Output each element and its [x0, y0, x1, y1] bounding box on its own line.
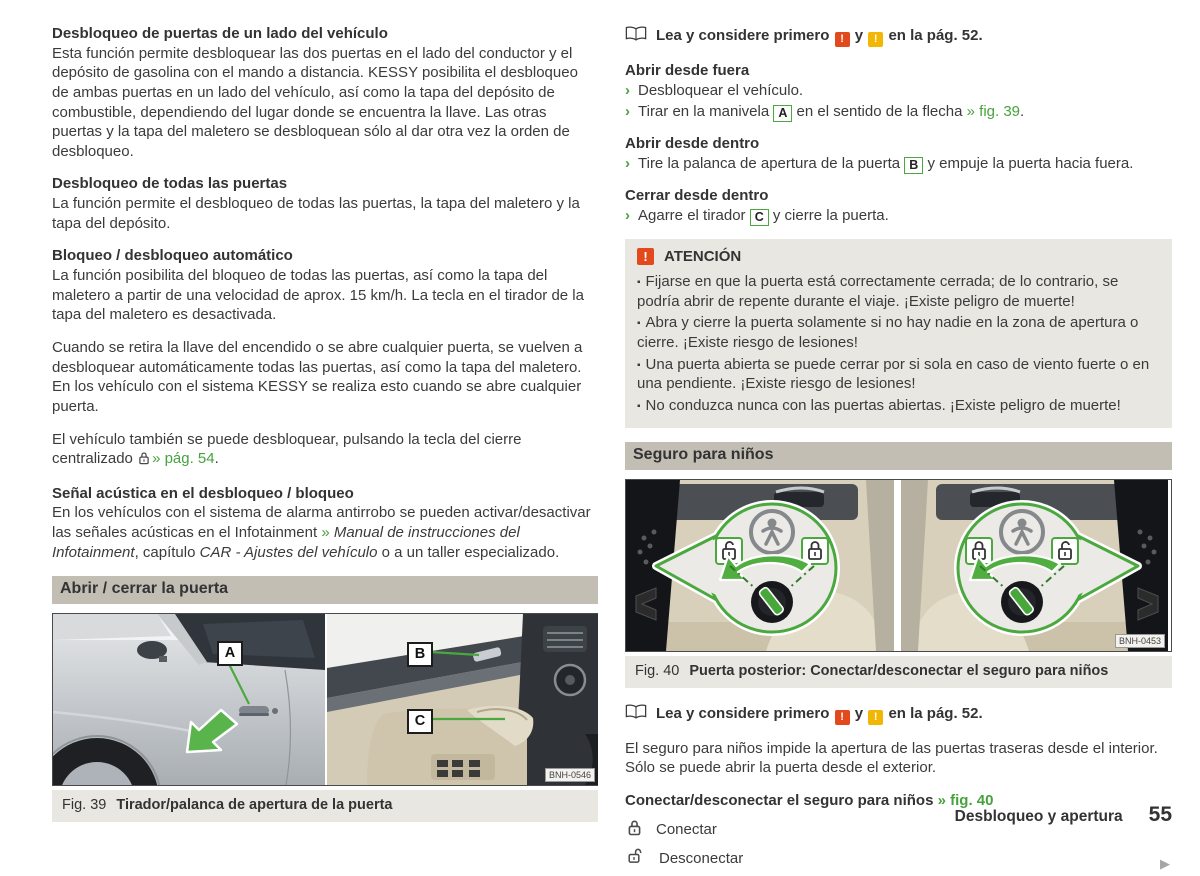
section-bar-child-lock: Seguro para niños	[625, 442, 1172, 470]
heading-open-outside: Abrir desde fuera	[625, 62, 750, 79]
heading-auto-lock: Bloqueo / desbloqueo automático	[52, 247, 293, 265]
car-exterior-illustration	[53, 614, 325, 785]
para-auto-lock-3	[52, 430, 598, 471]
chevron-bullet-icon: ›	[625, 206, 630, 224]
fig40-caption	[625, 656, 1172, 688]
acoustic-end: o a un taller especializado.	[377, 543, 560, 561]
rear-door-right-illustration	[901, 480, 1168, 651]
lock-open-icon	[627, 847, 645, 870]
footer-section-title: Desbloqueo y apertura	[954, 808, 1123, 825]
chevron-bullet-icon: ›	[625, 81, 630, 99]
ref-box-C: C	[750, 209, 769, 226]
fig39-interior-photo	[327, 614, 598, 785]
heading-connect-disconnect: Conectar/desconectar el seguro para niños » fig. 40	[625, 791, 994, 809]
fig39-label-C: C	[407, 709, 433, 734]
read-first-note-2	[625, 704, 1172, 725]
fig40-caption-text: Puerta posterior: Conectar/desconectar el seguro para niños	[689, 662, 1109, 679]
lock-open-box	[1052, 538, 1078, 564]
heading-unlock-one-side: Desbloqueo de puertas de un lado del vehículo	[52, 25, 388, 42]
central-locking-lock-icon	[138, 452, 150, 469]
step-pull-handle: › Tirar en la manivela A en el sentido de la flecha » fig. 39.	[625, 103, 1025, 121]
book-icon	[625, 26, 647, 47]
fig40-left-door	[626, 480, 894, 651]
ref-infotainment-manual: Manual de instrucciones del Infotainment	[52, 524, 520, 561]
fig39-caption-number: Fig. 39	[62, 797, 107, 814]
page-footer	[955, 801, 1172, 829]
group-open-outside	[625, 61, 1172, 122]
link-pag-54[interactable]: » pág. 54	[152, 450, 215, 468]
read-first-text: Lea y considere primero ! y ! en la pág. 52.	[656, 704, 983, 723]
link-fig-39[interactable]: » fig. 39	[966, 103, 1021, 121]
step-grab-handle: › Agarre el tirador C y cierre la puerta.	[625, 206, 889, 224]
legend-disconnect	[625, 847, 1172, 870]
para-acoustic-signal	[52, 503, 598, 562]
continuation-arrow-icon: ▶	[1160, 855, 1170, 871]
heading-acoustic-signal: Señal acústica en el desbloqueo / bloqueo	[52, 484, 354, 502]
figure-40	[625, 479, 1172, 652]
square-bullet-icon: ▪	[637, 401, 641, 413]
fig39-caption	[52, 790, 598, 822]
chevron-bullet-icon: ›	[625, 103, 630, 121]
step-pull-lever: › Tire la palanca de apertura de la puerta B y empuje la puerta hacia fuera.	[625, 154, 1134, 172]
attention-header	[637, 247, 1160, 267]
para-auto-lock-3-period: .	[214, 450, 219, 468]
para-unlock-one-side: Esta función permite desbloquear las dos puertas en el lado del conductor y el depósito de gasolina con el mando a distancia. KESSY posibilita el desbloqueo de ambas puertas en un lado del vehículo, así como la tapa del depósito de combustible, dependiendo del lugar donde se encuentra la llave. Las otras puertas y la tapa del maletero se desbloquean sólo al dar otra vez la orden de desbloqueo.	[52, 44, 578, 160]
left-column	[52, 24, 598, 822]
fig39-label-B: B	[407, 642, 433, 667]
ref-car-settings: CAR - Ajustes del vehículo	[199, 543, 378, 561]
group-open-inside	[625, 134, 1172, 174]
para-auto-lock-1: La función posibilita del bloqueo de todas las puertas, así como la tapa del maletero a partir de una velocidad de aprox. 15 km/h. La tecla en el tirador de la tapa del maletero es desactivada.	[52, 267, 584, 324]
link-fig-40[interactable]: » fig. 40	[937, 791, 994, 809]
rear-door-left-illustration	[626, 480, 894, 651]
warning-red-icon: !	[835, 710, 850, 725]
warning-yellow-icon: !	[868, 710, 883, 725]
right-column	[625, 24, 1172, 876]
square-bullet-icon: ▪	[637, 277, 641, 289]
attention-warning-icon: !	[637, 248, 654, 265]
chevron-bullet-icon: ›	[625, 154, 630, 172]
attention-item: ▪ Fijarse en que la puerta está correctamente cerrada; de lo contrario, se podría abrir de repente durante el viaje. ¡Existe peligro de muerte!	[637, 273, 1119, 310]
fig39-label-A: A	[217, 641, 243, 666]
lock-closed-box	[802, 538, 828, 564]
fig40-caption-number: Fig. 40	[635, 662, 680, 679]
ref-box-A: A	[773, 105, 792, 122]
attention-item: ▪ Una puerta abierta se puede cerrar por si sola en caso de viento fuerte o en una pendiente. ¡Existe riesgo de lesiones!	[637, 355, 1150, 393]
heading-close-inside: Cerrar desde dentro	[625, 186, 769, 204]
figure-39	[52, 613, 598, 786]
group-close-inside	[625, 186, 1172, 226]
section-bar-open-close-door: Abrir / cerrar la puerta	[52, 576, 598, 604]
acoustic-pre: En los vehículos con el sistema de alarma antirrobo se pueden activar/desactivar las señales acústicas en el Infotainment	[52, 504, 591, 542]
square-bullet-icon: ▪	[637, 359, 641, 371]
attention-item: ▪ No conduzca nunca con las puertas abiertas. ¡Existe peligro de muerte!	[637, 397, 1121, 415]
fig40-right-door	[901, 480, 1168, 651]
warning-red-icon: !	[835, 32, 850, 47]
footer-page-number: 55	[1148, 803, 1172, 826]
step-unlock-vehicle: › Desbloquear el vehículo.	[625, 81, 804, 99]
guillemet-green: »	[321, 524, 334, 542]
para-auto-lock-2: Cuando se retira la llave del encendido o se abre cualquier puerta, se vuelven a desbloquear automáticamente todas las puertas, así como la tapa del maletero. En los vehículo con el sistema KESSY se realiza esto cuando se abre cualquier puerta.	[52, 338, 583, 415]
acoustic-mid: , capítulo	[134, 543, 200, 561]
square-bullet-icon: ▪	[637, 318, 641, 330]
para-child-lock: El seguro para niños impide la apertura de las puertas traseras desde el interior. Sólo se puede abrir la puerta desde el exterior.	[625, 739, 1158, 777]
ref-box-B: B	[904, 157, 923, 174]
book-icon	[625, 704, 647, 725]
attention-title: ATENCIÓN	[664, 247, 742, 265]
fig39-exterior-photo	[53, 614, 325, 785]
fig40-image-code: BNH-0453	[1115, 634, 1165, 648]
lock-closed-icon	[627, 819, 642, 842]
para-auto-lock-3-text: El vehículo también se puede desbloquear, pulsando la tecla del cierre centralizado	[52, 430, 522, 468]
attention-item: ▪ Abra y cierre la puerta solamente si no hay nadie en la zona de apertura o cierre. ¡Existe riesgo de lesiones!	[637, 314, 1139, 352]
door-interior-illustration	[327, 614, 598, 785]
legend-disconnect-label: Desconectar	[659, 849, 744, 867]
heading-open-inside: Abrir desde dentro	[625, 135, 760, 153]
para-unlock-all-doors: La función permite el desbloqueo de todas las puertas, la tapa del maletero y la tapa del depósito.	[52, 195, 580, 232]
read-first-text: Lea y considere primero ! y ! en la pág. 52.	[656, 27, 983, 45]
legend-connect-label: Conectar	[656, 821, 717, 839]
fig39-caption-text: Tirador/palanca de apertura de la puerta	[116, 797, 393, 814]
fig39-image-code: BNH-0546	[545, 768, 595, 782]
attention-box	[625, 239, 1172, 428]
heading-unlock-all-doors: Desbloqueo de todas las puertas	[52, 175, 288, 193]
warning-yellow-icon: !	[868, 32, 883, 47]
read-first-note-1	[625, 26, 1172, 47]
